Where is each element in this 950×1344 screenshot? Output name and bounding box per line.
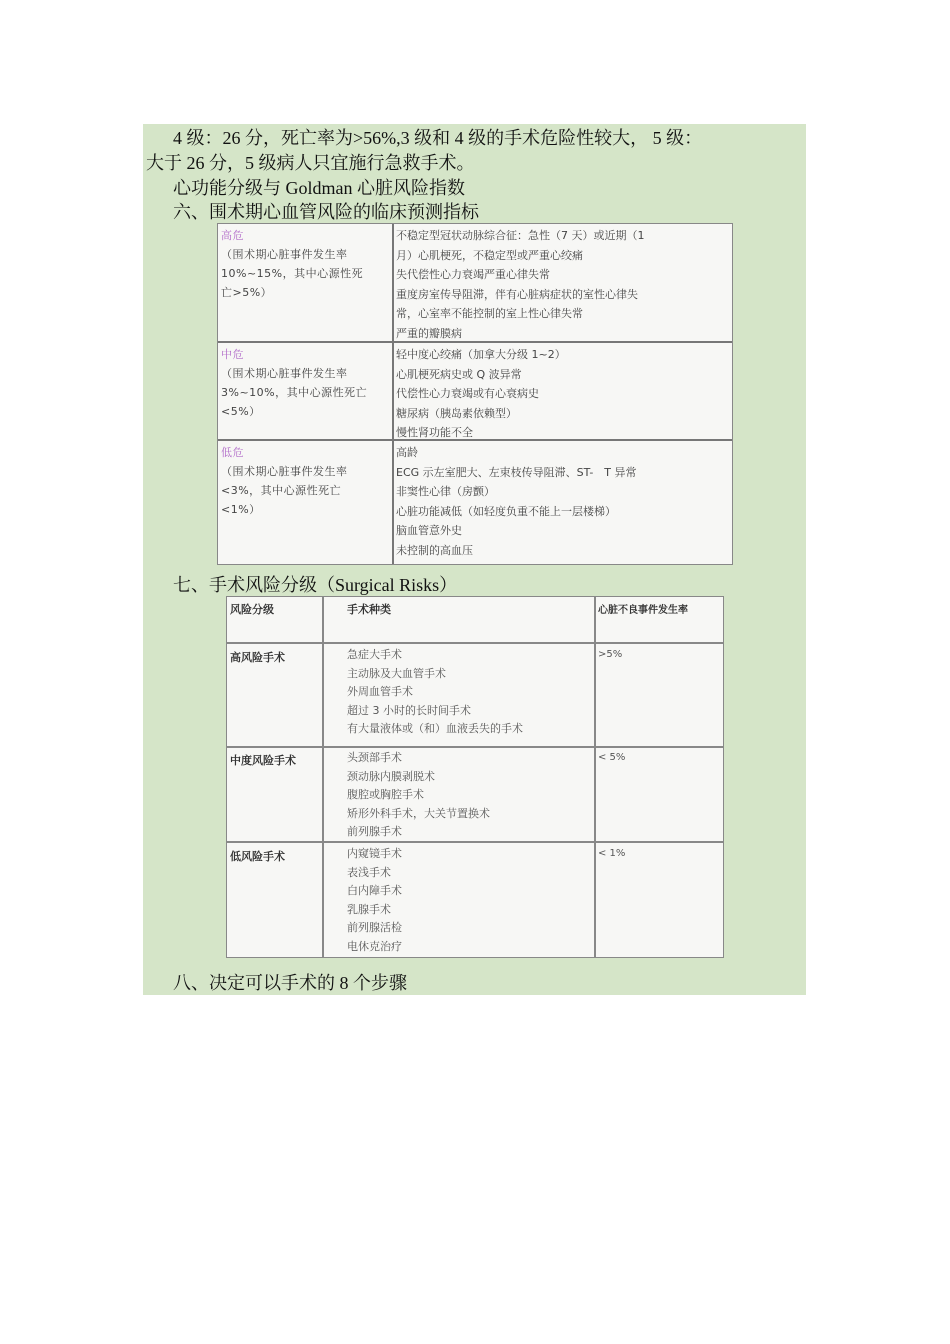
operation-list: 急症大手术 主动脉及大血管手术 外周血管手术 超过 3 小时的长时间手术 有大量液体或（和）血液丢失的手术 — [347, 648, 523, 735]
surgical-risk-table — [226, 596, 724, 958]
predictor-table — [217, 223, 733, 565]
table-divider — [322, 597, 324, 957]
table-divider — [227, 642, 723, 644]
table-divider — [227, 746, 723, 748]
column-header: 心脏不良事件发生率 — [598, 605, 688, 616]
table-row — [218, 341, 732, 439]
risk-category: 低风险手术 — [230, 850, 285, 863]
section-heading-6: 六、围术期心血管风险的临床预测指标 — [173, 202, 479, 222]
goldman-text: 心功能分级与 Goldman 心脏风险指数 — [173, 178, 465, 198]
column-header: 风险分级 — [230, 603, 274, 616]
predictor-list: 轻中度心绞痛（加拿大分级 1~2） 心肌梗死病史或 Q 波异常 代偿性心力衰竭或有心衰病史 糖尿病（胰岛素依赖型） 慢性肾功能不全 — [396, 348, 566, 440]
operation-list: 头颈部手术 颈动脉内膜剥脱术 腹腔或胸腔手术 矫形外科手术，大关节置换术 前列腺手术 — [347, 751, 490, 838]
table-row — [218, 439, 732, 564]
operation-list: 内窥镜手术 表浅手术 白内障手术 乳腺手术 前列腺活检 电休克治疗 — [347, 847, 402, 953]
risk-category: 中度风险手术 — [230, 754, 296, 767]
predictor-list: 高龄 ECG 示左室肥大、左束枝传导阻滞、ST- T 异常 非窦性心律（房颤） 心脏功能减低（如轻度负重不能上一层楼梯） 脑血管意外史 未控制的高血压 — [396, 446, 637, 557]
column-header: 手术种类 — [347, 603, 391, 616]
event-rate: >5% — [598, 649, 623, 660]
event-rate: < 1% — [598, 848, 626, 859]
risk-level-cell: 高危 （围术期心脏事件发生率 10%~15%，其中心源性死 亡>5%） — [221, 229, 364, 299]
risk-level-cell: 低危 （围术期心脏事件发生率 <3%，其中心源性死亡 <1%） — [221, 446, 348, 516]
table-divider — [594, 597, 596, 957]
section-heading-8: 八、决定可以手术的 8 个步骤 — [173, 973, 407, 993]
grade5-text: 大于 26 分，5 级病人只宜施行急救手术。 — [146, 153, 475, 173]
event-rate: < 5% — [598, 752, 626, 763]
risk-category: 高风险手术 — [230, 651, 285, 664]
table-row — [218, 224, 732, 341]
grade4-text: 4 级：26 分，死亡率为>56%,3 级和 4 级的手术危险性较大， 5 级： — [173, 128, 703, 148]
predictor-list: 不稳定型冠状动脉综合征：急性（7 天）或近期（1 月）心肌梗死，不稳定型或严重心绞痛 失代偿性心力衰竭严重心律失常 重度房室传导阻滞，伴有心脏病症状的室性心律失 常，心室率不能控制的室上性心律失常 严重的瓣膜病 — [396, 229, 645, 340]
risk-level-cell: 中危 （围术期心脏事件发生率 3%~10%，其中心源性死亡 <5%） — [221, 348, 368, 418]
section-heading-7: 七、手术风险分级（Surgical Risks） — [173, 575, 458, 595]
